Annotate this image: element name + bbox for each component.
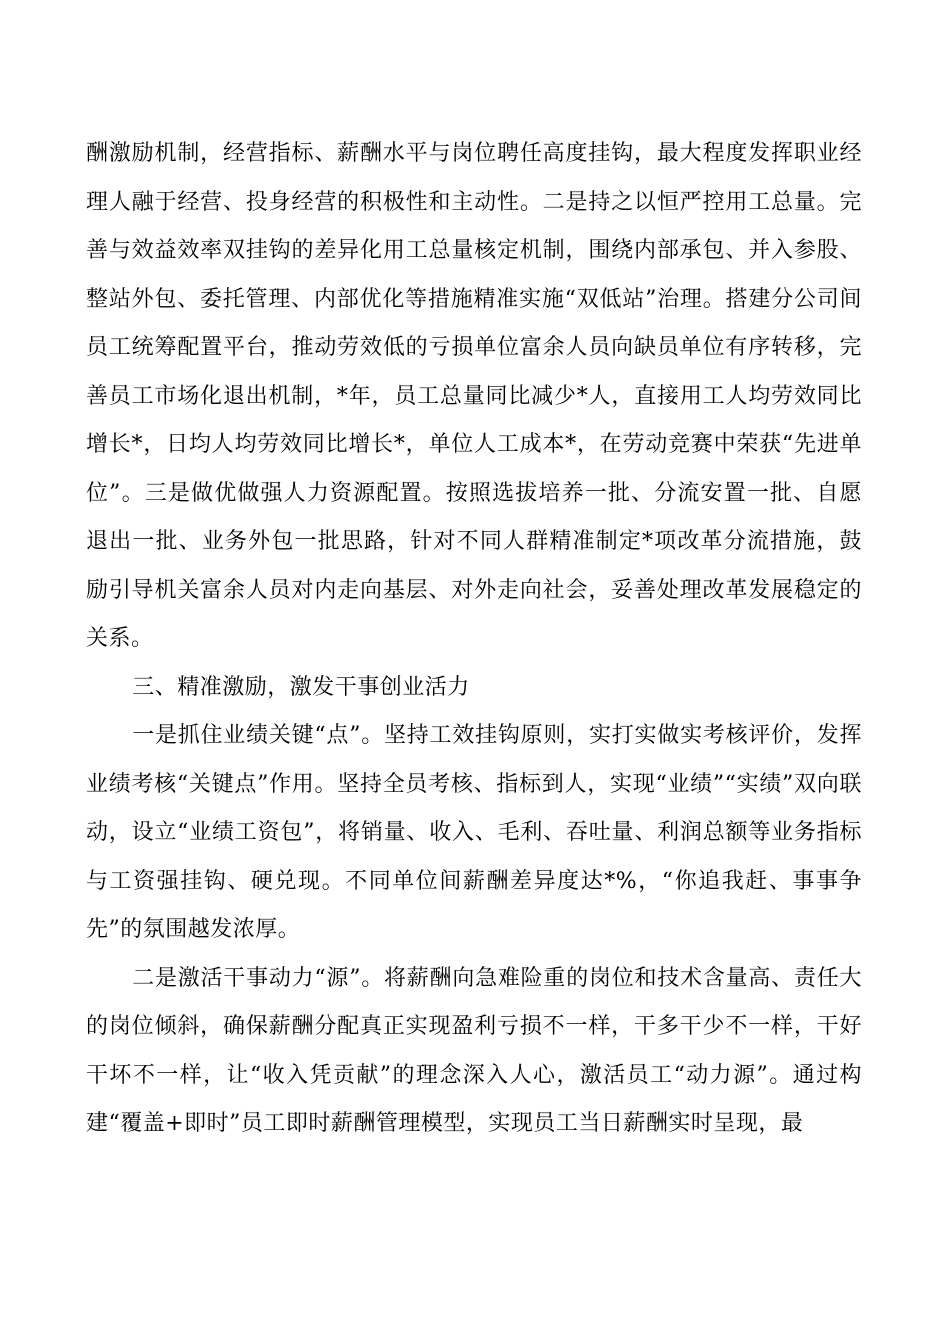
section-heading: 三、精准激励，激发干事创业活力 [132,674,470,700]
paragraph-continuation: 酬激励机制，经营指标、薪酬水平与岗位聘任高度挂钩，最大程度发挥职业经理人融于经营、投身经营的积极性和主动性。二是持之以恒严控用工总量。完善与效益效率双挂钩的差异化用工总量核定机制，围绕内部承包、并入参股、整站外包、委托管理、内部优化等措施精准实施“双低站”治理。搭建分公司间员工统筹配置平台，推动劳效低的亏损单位富余人员向缺员单位有序转移，完善员工市场化退出机制，*年，员工总量同比减少*人，直接用工人均劳效同比增长*，日均人均劳效同比增长*，单位人工成本*，在劳动竞赛中荣获“先进单位”。三是做优做强人力资源配置。按照选拔培养一批、分流安置一批、自愿退出一批、业务外包一批思路，针对不同人群精准制定*项改革分流措施，鼓励引导机关富余人员对内走向基层、对外走向社会，妥善处理改革发展稳定的关系。 [86,141,862,651]
paragraph-performance: 一是抓住业绩关键“点”。坚持工效挂钩原则，实打实做实考核评价，发挥业绩考核“关键点”作用。坚持全员考核、指标到人，实现“业绩”“实绩”双向联动，设立“业绩工资包”，将销量、收入、毛利、吞吐量、利润总额等业务指标与工资强挂钩、硬兑现。不同单位间薪酬差异度达*%，“你追我赶、事事争先”的氛围越发浓厚。 [86,723,862,942]
paragraph-motivation: 二是激活干事动力“源”。将薪酬向急难险重的岗位和技术含量高、责任大的岗位倾斜，确保薪酬分配真正实现盈利亏损不一样，干多干少不一样，干好干坏不一样，让“收入凭贡献”的理念深入人心，激活员工“动力源”。通过构建“覆盖+即时”员工即时薪酬管理模型，实现员工当日薪酬实时呈现，最 [86,965,862,1136]
document-body [86,130,862,1149]
